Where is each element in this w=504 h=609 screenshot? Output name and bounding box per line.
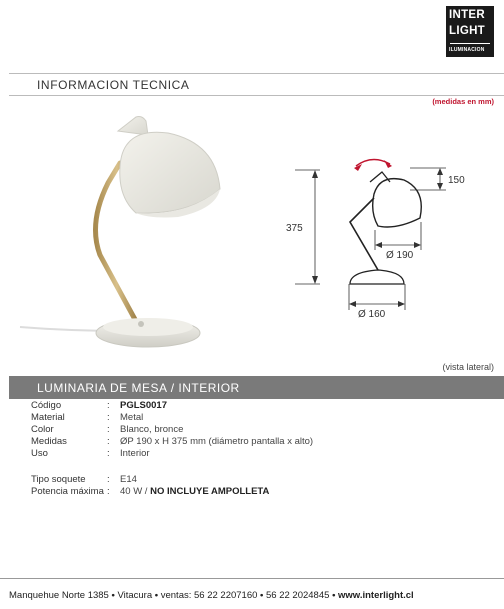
spec-value-code: PGLS0017 — [120, 400, 167, 411]
footer-sales: ventas: 56 22 2207160 — [160, 590, 258, 601]
measure-note: (medidas en mm) — [432, 97, 494, 106]
brand-divider — [450, 43, 490, 44]
brand-line3: ILUMINACION — [449, 47, 485, 53]
spec-label-power: Potencia máxima — [31, 486, 104, 497]
spec-value-material: Metal — [120, 412, 144, 423]
spec-label-socket: Tipo soquete — [31, 474, 86, 485]
spec-label-size: Medidas — [31, 436, 67, 447]
spec-label-code: Código — [31, 400, 62, 411]
spec-label-use: Uso — [31, 448, 48, 459]
brand-line1: INTER — [449, 9, 485, 21]
footer-address: Manquehue Norte 1385 — [9, 590, 109, 601]
spec-value-color: Blanco, bronce — [120, 424, 184, 435]
footer-website[interactable]: www.interlight.cl — [338, 590, 414, 601]
product-photo — [10, 105, 250, 365]
product-category-band — [9, 376, 504, 399]
height-label: 375 — [286, 223, 303, 234]
brand-logo — [446, 6, 494, 57]
spec-value-use: Interior — [120, 448, 150, 459]
brand-line2: LIGHT — [449, 25, 485, 37]
title-rule — [9, 95, 504, 96]
spec-value-size: ØP 190 x H 375 mm (diámetro pantalla x alto) — [120, 436, 314, 447]
technical-diagram — [270, 150, 485, 320]
view-note: (vista lateral) — [442, 362, 494, 372]
spec-label-color: Color — [31, 424, 54, 435]
spec-label-material: Material — [31, 412, 65, 423]
no-bulb-note: NO INCLUYE AMPOLLETA — [150, 486, 270, 497]
footer: Manquehue Norte 1385 • Vitacura • ventas: 56 22 2207160 • 56 22 2024845 • www.interlight.cl — [9, 590, 414, 601]
section-title: INFORMACION TECNICA — [37, 78, 190, 92]
footer-rule — [0, 578, 504, 579]
shade-height-label: 150 — [448, 175, 465, 186]
base-diameter-label: Ø 160 — [358, 309, 386, 320]
product-category: LUMINARIA DE MESA / INTERIOR — [37, 381, 240, 395]
spec-value-power: 40 W / NO INCLUYE AMPOLLETA — [120, 486, 270, 497]
footer-city: Vitacura — [117, 590, 153, 601]
top-rule — [9, 73, 504, 74]
spec-value-socket: E14 — [120, 474, 137, 485]
shade-diameter-label: Ø 190 — [386, 250, 414, 261]
footer-phone2: 56 22 2024845 — [266, 590, 330, 601]
